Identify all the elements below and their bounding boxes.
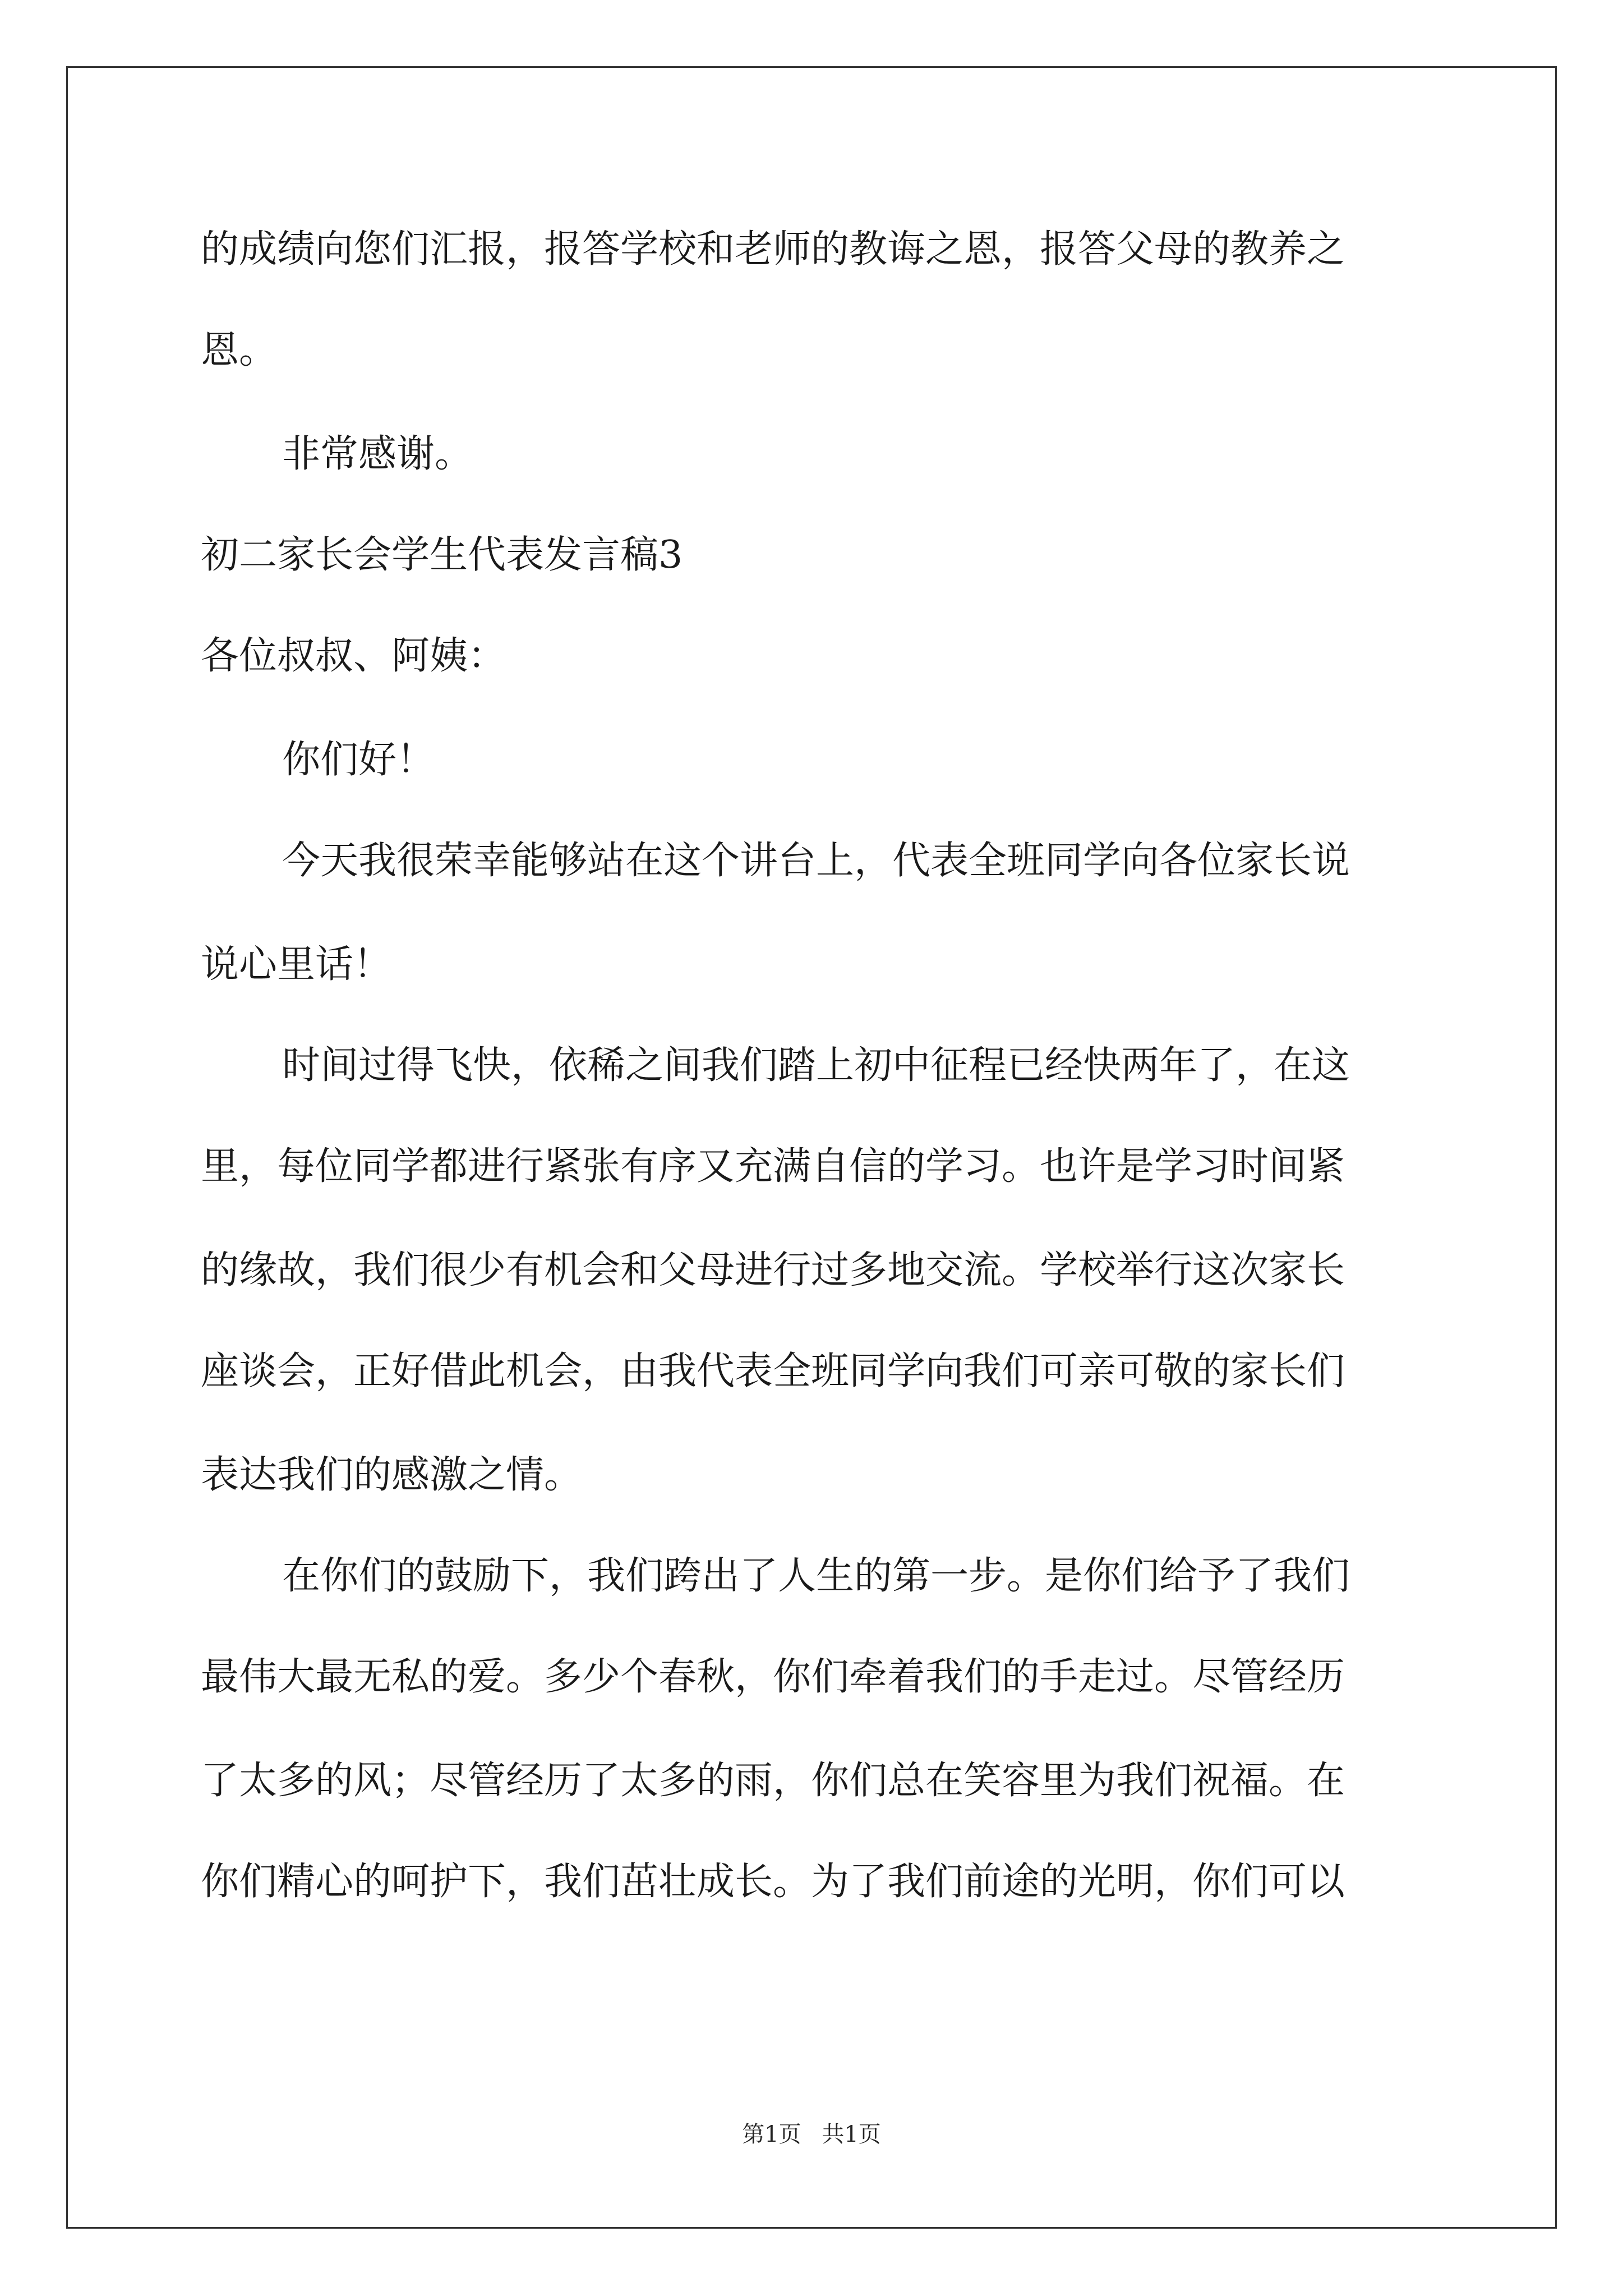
text-line: 说心里话！	[201, 942, 392, 987]
text-line: 的成绩向您们汇报，报答学校和老师的教诲之恩，报答父母的教养之	[201, 227, 1345, 272]
page-number-total: 共1页	[822, 2122, 881, 2147]
text-line: 最伟大最无私的爱。多少个春秋，你们牵着我们的手走过。尽管经历	[201, 1655, 1345, 1699]
text-line: 时间过得飞快，依稀之间我们踏上初中征程已经快两年了，在这	[282, 1043, 1350, 1088]
text-line: 恩。	[201, 328, 278, 372]
page-footer	[0, 2120, 1623, 2148]
text-line: 非常感谢。	[282, 432, 473, 476]
salutation: 各位叔叔、阿姨：	[201, 634, 506, 678]
page-number-current: 第1页	[742, 2122, 801, 2147]
text-line: 你们精心的呵护下，我们茁壮成长。为了我们前途的光明，你们可以	[201, 1860, 1345, 1904]
text-line: 在你们的鼓励下，我们跨出了人生的第一步。是你们给予了我们	[282, 1554, 1350, 1598]
text-line: 表达我们的感激之情。	[201, 1453, 583, 1497]
text-line: 你们好！	[282, 738, 435, 782]
text-line: 里，每位同学都进行紧张有序又充满自信的学习。也许是学习时间紧	[201, 1144, 1345, 1189]
section-heading: 初二家长会学生代表发言稿3	[201, 533, 683, 577]
text-line: 今天我很荣幸能够站在这个讲台上，代表全班同学向各位家长说	[282, 839, 1350, 883]
text-line: 座谈会，正好借此机会，由我代表全班同学向我们可亲可敬的家长们	[201, 1349, 1345, 1393]
text-line: 了太多的风；尽管经历了太多的雨，你们总在笑容里为我们祝福。在	[201, 1759, 1345, 1803]
text-line: 的缘故，我们很少有机会和父母进行过多地交流。学校举行这次家长	[201, 1248, 1345, 1292]
